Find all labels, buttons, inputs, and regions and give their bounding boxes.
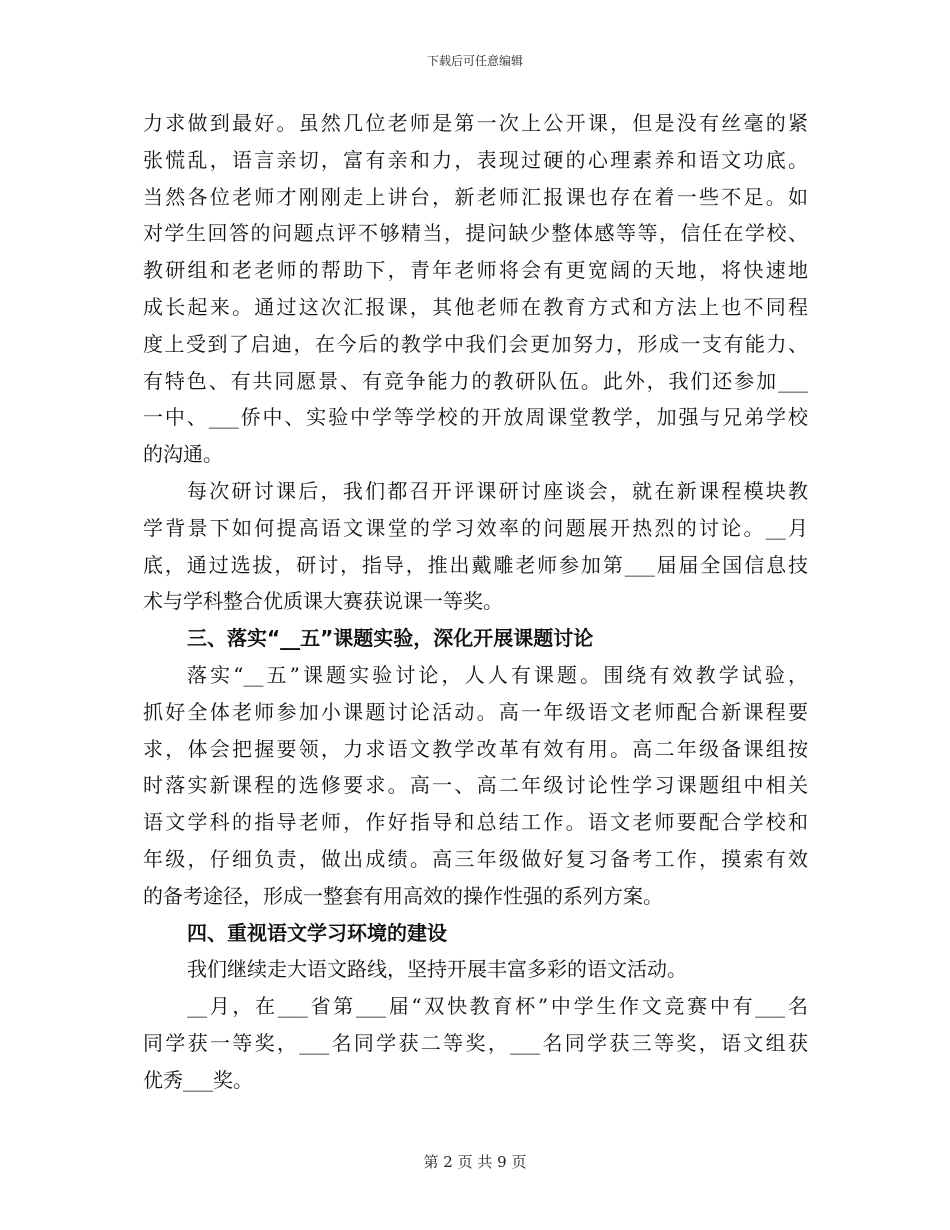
body-line: 底，通过选拔，研讨，指导，推出戴雕老师参加第___届届全国信息技 bbox=[143, 552, 808, 577]
body-line: 的沟通。 bbox=[143, 442, 223, 467]
body-line: 年级，仔细负责，做出成绩。高三年级做好复习备考工作，摸索有效 bbox=[143, 846, 808, 871]
body-line: 力求做到最好。虽然几位老师是第一次上公开课，但是没有丝毫的紧 bbox=[143, 111, 808, 135]
body-line: 有特色、有共同愿景、有竞争能力的教研队伍。此外，我们还参加___ bbox=[143, 368, 808, 393]
body-line: 每次研讨课后，我们都召开评课研讨座谈会，就在新课程模块教 bbox=[187, 478, 808, 503]
body-line: 张慌乱，语言亲切，富有亲和力，表现过硬的心理素养和语文功底。 bbox=[143, 147, 808, 172]
body-line: 当然各位老师才刚刚走上讲台，新老师汇报课也存在着一些不足。如 bbox=[143, 184, 808, 209]
page-footer: 第 2 页 共 9 页 bbox=[423, 1153, 527, 1171]
section-heading: 四、重视语文学习环境的建设 bbox=[187, 920, 447, 945]
body-line: 成长起来。通过这次汇报课，其他老师在教育方式和方法上也不同程 bbox=[143, 294, 808, 319]
body-line: 术与学科整合优质课大赛获说课一等奖。 bbox=[143, 589, 503, 614]
body-line: 的备考途径，形成一整套有用高效的操作性强的系列方案。 bbox=[143, 883, 663, 908]
body-line: 一中、___侨中、实验中学等学校的开放周课堂教学，加强与兄弟学校 bbox=[143, 405, 808, 430]
body-line: 我们继续走大语文路线，坚持开展丰富多彩的语文活动。 bbox=[187, 957, 687, 982]
body-line: 学背景下如何提高语文课堂的学习效率的问题展开热烈的讨论。__月 bbox=[143, 515, 808, 540]
body-line: 度上受到了启迪，在今后的教学中我们会更加努力，形成一支有能力、 bbox=[143, 331, 808, 356]
body-line: 语文学科的指导老师，作好指导和总结工作。语文老师要配合学校和 bbox=[143, 810, 808, 835]
section-heading: 三、落实“__五”课题实验，深化开展课题讨论 bbox=[187, 626, 594, 651]
body-line: 对学生回答的问题点评不够精当，提问缺少整体感等等，信任在学校、 bbox=[143, 221, 808, 246]
body-line: 时落实新课程的选修要求。高一、高二年级讨论性学习课题组中相关 bbox=[143, 773, 808, 798]
body-line: __月，在___省第___届“双快教育杯”中学生作文竞赛中有___名 bbox=[187, 994, 808, 1019]
body-line: 优秀___奖。 bbox=[143, 1067, 253, 1092]
body-line: 落实“__五”课题实验讨论，人人有课题。围绕有效教学试验， bbox=[187, 662, 808, 687]
body-line: 教研组和老老师的帮助下，青年老师将会有更宽阔的天地，将快速地 bbox=[143, 258, 808, 283]
page-header: 下载后可任意编辑 bbox=[426, 54, 523, 68]
body-line: 同学获一等奖，___名同学获二等奖，___名同学获三等奖，语文组获 bbox=[143, 1030, 808, 1055]
body-line: 抓好全体老师参加小课题讨论活动。高一年级语文老师配合新课程要 bbox=[143, 699, 808, 724]
body-line: 求，体会把握要领，力求语文教学改革有效有用。高二年级备课组按 bbox=[143, 736, 808, 761]
document-body bbox=[143, 105, 808, 1099]
